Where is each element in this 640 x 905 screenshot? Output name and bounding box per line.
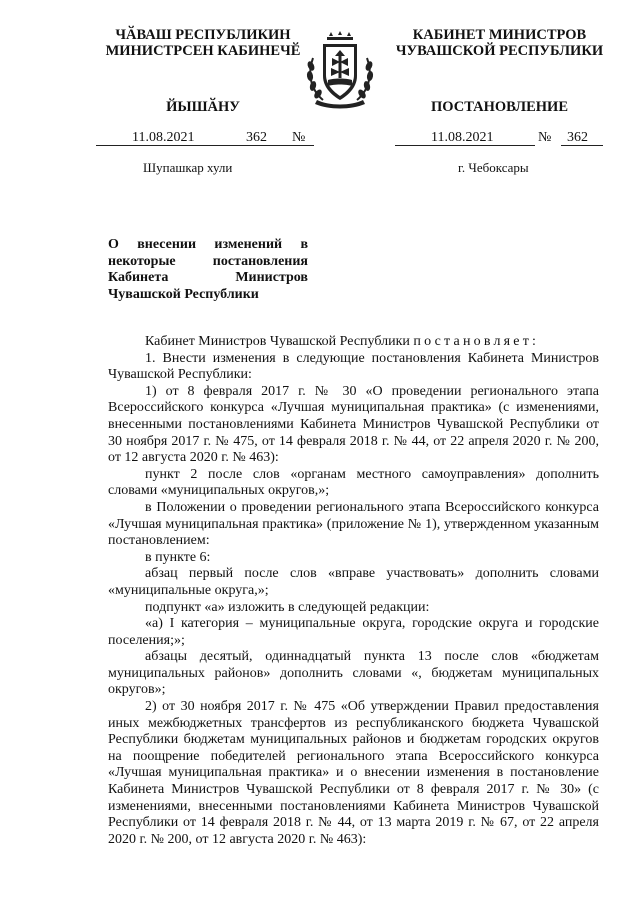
doctype-left: ЙЫШӐНУ [166,99,240,115]
body-paragraph: подпункт «а» изложить в следующей редакции: [145,599,430,615]
body-paragraph: 1) от 8 февраля 2017 г. № 30 «О проведении регионального этапа Всероссийского конкурса «Лучшая муниципальная практика» (с изменениями, внесенными постановлениями Кабинета Министров Чувашской Республики от 30 ноября 2017 г. № 475, от 14 февраля 2018 г. № 44, от 22 апреля 2020 г. № 200, от 12 августа 2020 г. № 463): [108,383,599,466]
document-body [108,334,599,848]
body-paragraph: в пункте 6: [145,549,211,565]
number-sign-left: № [292,130,306,145]
date-left: 11.08.2021 [132,130,195,145]
number-left: 362 [246,130,267,145]
city-right: г. Чебоксары [458,160,529,175]
body-paragraph: абзац первый после слов «вправе участвовать» дополнить словами «муниципальные округа,»; [108,566,599,598]
header-right-line1: КАБИНЕТ МИНИСТРОВ [412,27,587,43]
header-right-title [392,27,607,59]
city-left: Шупашкар хули [143,160,233,175]
header-left-line2: МИНИСТРСЕН КАБИНЕЧӖ [105,43,301,59]
number-right: 362 [567,130,588,145]
body-paragraph: 2) от 30 ноября 2017 г. № 475 «Об утверждении Правил предоставления иных межбюджетных трансфертов из республиканского бюджета Чувашской Республики бюджетам муниципальных районов и бюджетам городских округов на поощрение победителей регионального этапа Всероссийского конкурса «Лучшая муниципальная практика» и о внесении изменения в постановление Кабинета Министров Чувашской Республики от 8 февраля 2017 г. № 30» (с изменениями, внесенными постановлениями Кабинета Министров Чувашской Республики от 14 февраля 2018 г. № 44, от 13 марта 2019 г. № 67, от 22 апреля 2020 г. № 200, от 12 августа 2020 г. № 463): [108,699,599,847]
number-sign-right: № [538,130,552,145]
intro-verb: постановляет: [413,334,540,349]
date-right: 11.08.2021 [431,130,494,145]
reg-number-left [96,130,314,146]
reg-number-right [395,130,605,146]
body-paragraph: 1. Внести изменения в следующие постановления Кабинета Министров Чувашской Республики: [108,350,599,383]
chuvash-coat-of-arms-icon [299,30,381,110]
body-intro: Кабинет Министров Чувашской Республики постановляет: [145,334,540,349]
body-paragraph: «а) I категория – муниципальные округа, городские округа и городские поселения;»; [108,616,599,648]
header-left-line1: ЧӐВАШ РЕСПУБЛИКИН [115,27,291,43]
body-paragraph: пункт 2 после слов «органам местного самоуправления» дополнить словами «муниципальных округов,»; [108,466,599,499]
header-left-title [88,27,318,59]
body-paragraph: абзацы десятый, одиннадцатый пункта 13 после слов «бюджетам муниципальных районов» дополнить словами «, бюджетам муниципальных округов»; [108,649,599,698]
body-paragraph: в Положении о проведении регионального этапа Всероссийского конкурса «Лучшая муниципальная практика» (приложение № 1), утвержденном указанным постановлением: [108,499,599,549]
doctype-right: ПОСТАНОВЛЕНИЕ [430,99,568,115]
header-right-line2: ЧУВАШСКОЙ РЕСПУБЛИКИ [395,43,604,59]
document-subject: О внесении изменений в некоторые постановления Кабинета Министров Чувашской Республики [108,237,308,302]
